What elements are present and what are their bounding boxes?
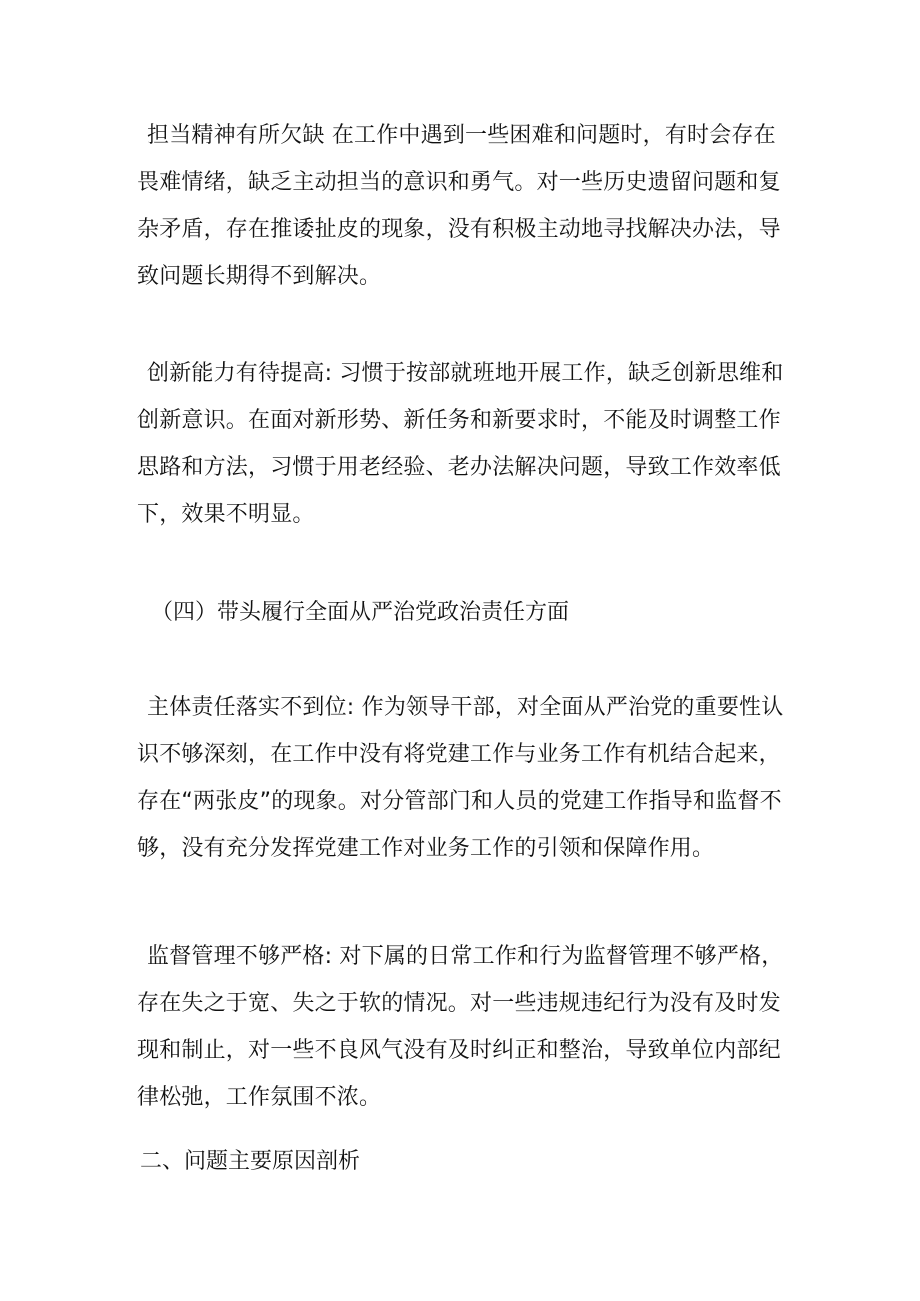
paragraph-lead: 创新能力有待提高:: [147, 361, 333, 386]
paragraph-body: 在工作中遇到一些困难和问题时，有时会存在畏难情绪，缺乏主动担当的意识和勇气。对一些历史遗留问题和复杂矛盾，存在推诿扯皮的现象，没有积极主动地寻找解决办法，导致问题长期得不到解决。: [137, 123, 781, 289]
paragraph-lead: 监督管理不够严格:: [147, 944, 333, 969]
paragraph-responsibility-spirit: [137, 112, 797, 300]
section-heading-four: （四）带头履行全面从严治党政治责任方面: [151, 600, 570, 625]
paragraph-body: 习惯于按部就班地开展工作，缺乏创新思维和创新意识。在面对新形势、新任务和新要求时，不能及时调整工作思路和方法，习惯于用老经验、老办法解决问题，导致工作效率低下，效果不明显。: [137, 361, 784, 527]
paragraph-lead: 担当精神有所欠缺: [147, 123, 325, 148]
part-heading-two: 二、问题主要原因剖析: [140, 1149, 361, 1174]
paragraph-body: 对下属的日常工作和行为监督管理不够严格，存在失之于宽、失之于软的情况。对一些违规违纪行为没有及时发现和制止，对一些不良风气没有及时纠正和整治，导致单位内部纪律松弛，工作氛围不浓。: [137, 944, 784, 1110]
paragraph-lead: 主体责任落实不到位:: [147, 695, 355, 720]
paragraph-main-responsibility: [137, 684, 797, 872]
paragraph-supervision-management: [137, 933, 797, 1121]
paragraph-body: 作为领导干部，对全面从严治党的重要性认识不够深刻，在工作中没有将党建工作与业务工作有机结合起来，存在“两张皮”的现象。对分管部门和人员的党建工作指导和监督不够，没有充分发挥党建工作对业务工作的引领和保障作用。: [137, 695, 784, 861]
paragraph-innovation-ability: [137, 350, 797, 538]
